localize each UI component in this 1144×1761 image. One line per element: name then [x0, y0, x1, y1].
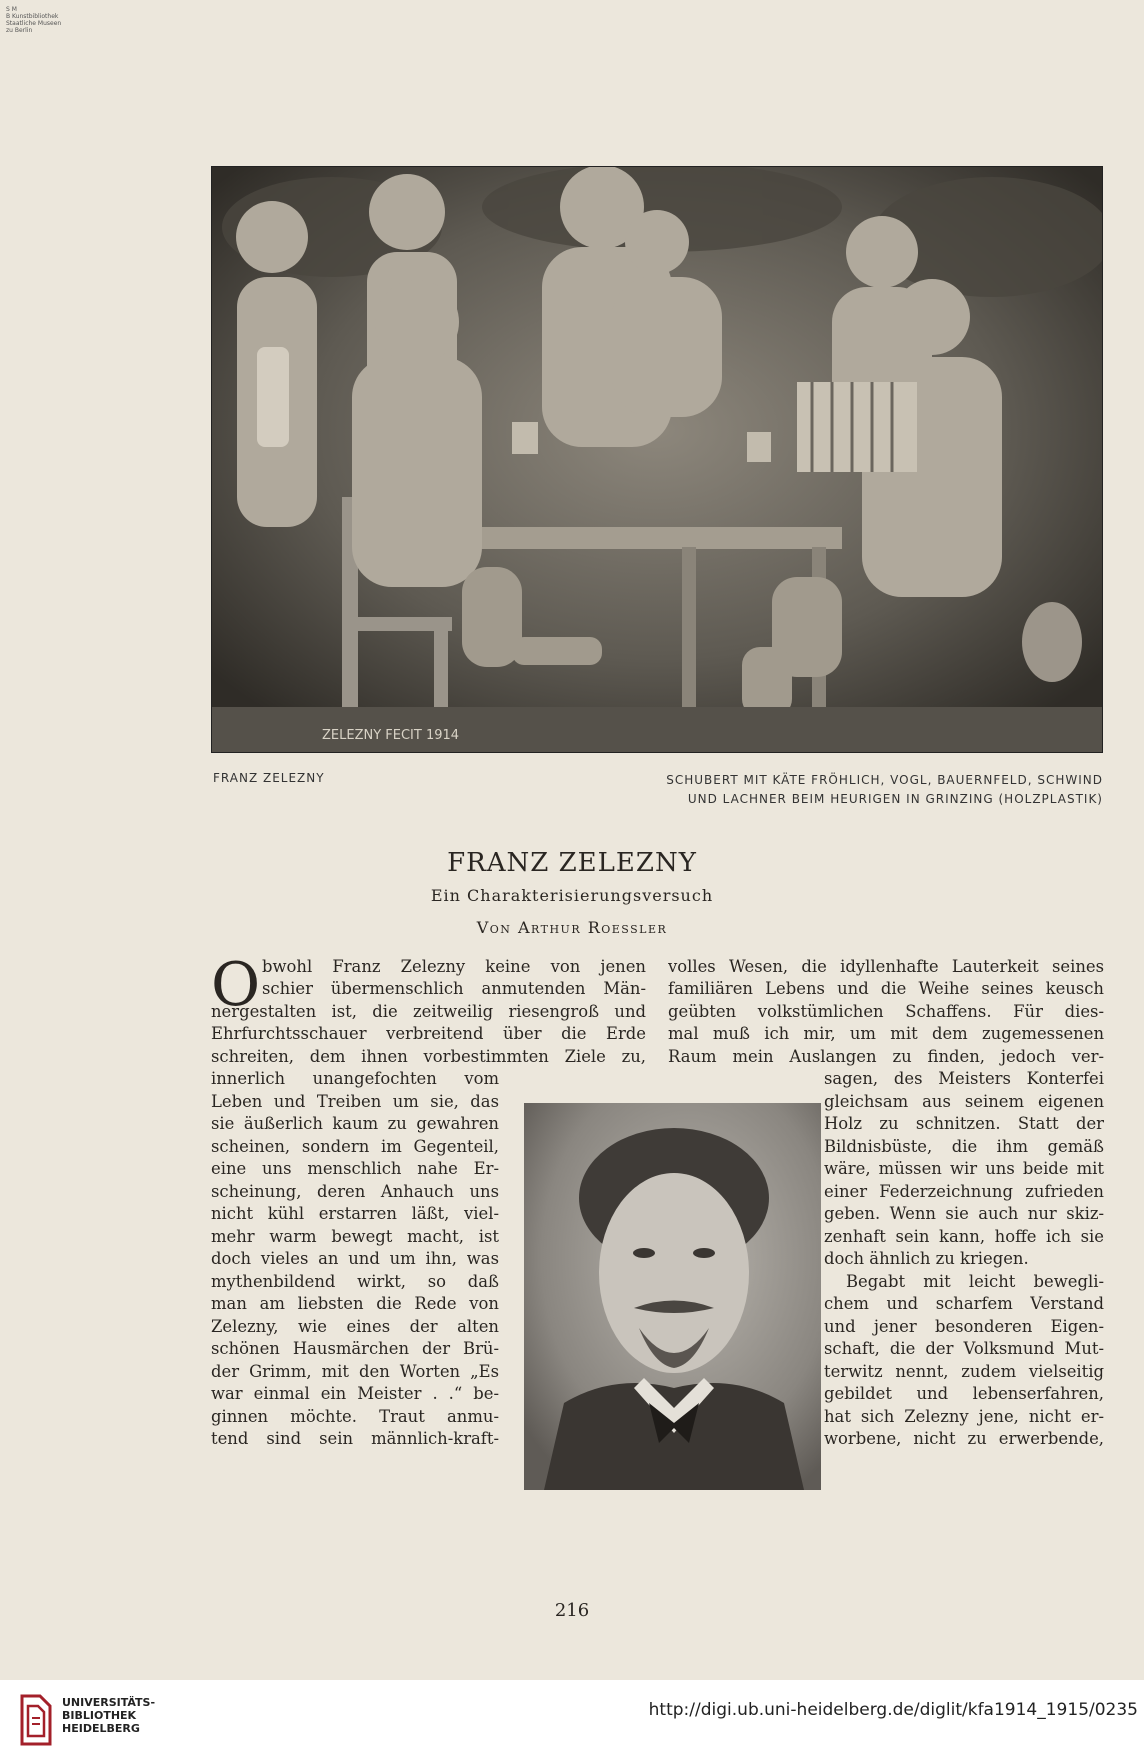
text-line: eine uns menschlich nahe Er-: [211, 1159, 499, 1178]
text-line: mythenbildend wirkt, so daß: [211, 1272, 499, 1291]
stamp-line: S M: [6, 6, 17, 13]
text-line: ginnen möchte. Traut anmu-: [211, 1407, 499, 1426]
text-line: volles Wesen, die idyllenhafte Lauterkeit seines: [668, 957, 1104, 976]
text-line: schier übermenschlich anmutenden Män-: [262, 979, 646, 998]
text-line: gleichsam aus seinem eigenen: [824, 1092, 1104, 1111]
stamp-line: B Kunstbibliothek: [6, 13, 59, 20]
text-line: hat sich Zelezny jene, nicht er-: [824, 1407, 1104, 1426]
text-line: doch vieles an und um ihn, was: [211, 1249, 499, 1268]
text-line: familiären Lebens und die Weihe seines keusch: [668, 979, 1104, 998]
text-line: Bildnisbüste, die ihm gemäß: [824, 1137, 1104, 1156]
text-line: doch ähnlich zu kriegen.: [824, 1249, 1029, 1268]
stamp-line: Staatliche Museen: [6, 20, 62, 27]
portrait-photo: [524, 1103, 821, 1490]
page-number: 216: [554, 1600, 590, 1621]
relief-image: [211, 166, 1103, 753]
text-line: geben. Wenn sie auch nur skiz-: [824, 1204, 1104, 1223]
text-line: Begabt mit leicht bewegli-: [846, 1272, 1104, 1291]
text-line: einer Federzeichnung zufrieden: [824, 1182, 1104, 1201]
library-name-line: HEIDELBERG: [62, 1722, 140, 1735]
text-line: zenhaft sein kann, hoffe ich sie: [824, 1227, 1104, 1246]
university-library-logo-icon: [18, 1692, 54, 1748]
text-line: innerlich unangefochten vom: [211, 1069, 499, 1088]
library-name-line: BIBLIOTHEK: [62, 1709, 137, 1722]
university-library-name: [62, 1696, 155, 1735]
drop-cap: O: [211, 950, 261, 1020]
relief-signature: ZELEZNY FECIT 1914: [322, 728, 460, 743]
footer-bar: [0, 1680, 1144, 1761]
text-line: terwitz nennt, zudem vielseitig: [824, 1362, 1104, 1381]
caption-line: UND LACHNER BEIM HEURIGEN IN GRINZING (HOLZPLASTIK): [687, 792, 1103, 806]
text-line: geübten volkstümlichen Schaffens. Für dies-: [668, 1002, 1104, 1021]
text-line: sagen, des Meisters Konterfei: [824, 1069, 1104, 1088]
text-line: Ehrfurchtsschauer verbreitend über die Erde: [211, 1024, 646, 1043]
text-line: schönen Hausmärchen der Brü-: [211, 1339, 499, 1358]
article-byline: Von Arthur Roessler: [476, 918, 668, 937]
text-line: nergestalten ist, die zeitweilig riesengroß und: [211, 1002, 646, 1021]
text-line: schaft, die der Volksmund Mut-: [824, 1339, 1104, 1358]
text-line: der Grimm, mit den Worten „Es: [211, 1362, 499, 1381]
text-line: man am liebsten die Rede von: [211, 1294, 499, 1313]
text-line: worbene, nicht zu erwerbende,: [824, 1429, 1104, 1448]
text-line: Raum mein Auslangen zu finden, jedoch ver-: [668, 1047, 1104, 1066]
text-line: chem und scharfem Verstand: [824, 1294, 1104, 1313]
text-line: schreiten, dem ihnen vorbestimmten Ziele zu,: [211, 1047, 646, 1066]
article-subtitle: Ein Charakterisierungsversuch: [430, 886, 714, 905]
text-line: tend sind sein männlich-kraft-: [211, 1429, 499, 1448]
library-stamp: [6, 6, 61, 34]
figure-caption-right: [560, 771, 1103, 809]
text-line: scheinung, deren Anhauch uns: [211, 1182, 499, 1201]
caption-line: SCHUBERT MIT KÄTE FRÖHLICH, VOGL, BAUERNFELD, SCHWIND: [666, 773, 1103, 787]
text-line: und jener besonderen Eigen-: [824, 1317, 1104, 1336]
text-line: Holz zu schnitzen. Statt der: [824, 1114, 1104, 1133]
text-line: mal muß ich mir, um mit dem zugemessenen: [668, 1024, 1104, 1043]
figure-caption-left: FRANZ ZELEZNY: [213, 771, 325, 785]
text-line: scheinen, sondern im Gegenteil,: [211, 1137, 499, 1156]
text-line: wäre, müssen wir uns beide mit: [824, 1159, 1104, 1178]
text-line: Zelezny, wie eines der alten: [211, 1317, 499, 1336]
library-name-line: UNIVERSITÄTS-: [62, 1696, 156, 1709]
text-line: bwohl Franz Zelezny keine von jenen: [262, 957, 646, 976]
text-line: sie äußerlich kaum zu gewahren: [211, 1114, 499, 1133]
text-line: gebildet und lebenserfahren,: [824, 1384, 1104, 1403]
article-title: FRANZ ZELEZNY: [447, 848, 697, 878]
text-line: war einmal ein Meister . .“ be-: [211, 1384, 499, 1403]
stamp-line: zu Berlin: [6, 27, 33, 34]
source-url-link[interactable]: http://digi.ub.uni-heidelberg.de/diglit/kfa1914_1915/0235: [648, 1700, 1138, 1720]
text-line: nicht kühl erstarren läßt, viel-: [211, 1204, 499, 1223]
text-line: mehr warm bewegt macht, ist: [211, 1227, 499, 1246]
text-line: Leben und Treiben um sie, das: [211, 1092, 499, 1111]
